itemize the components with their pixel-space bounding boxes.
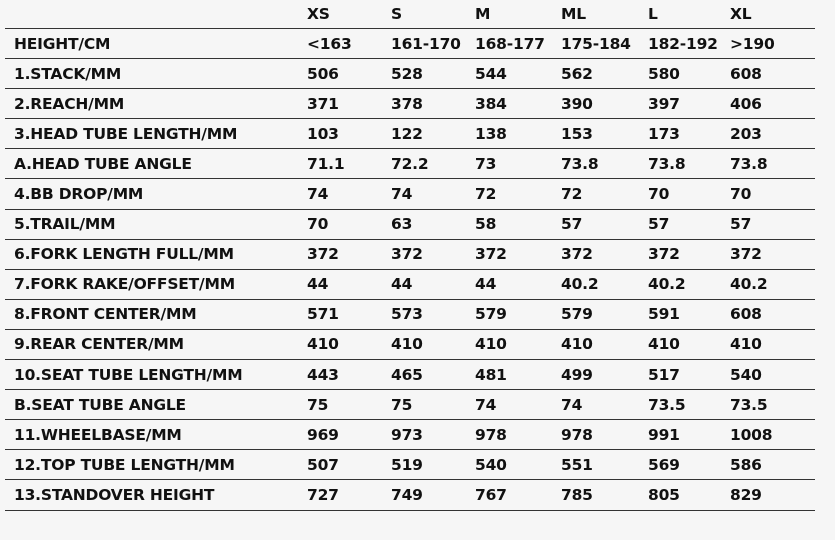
row-label: 6.FORK LENGTH FULL/MM <box>5 239 307 269</box>
table-cell: 73.8 <box>648 149 730 179</box>
table-cell: 73.5 <box>648 390 730 420</box>
table-cell: 63 <box>391 209 475 239</box>
table-cell: 573 <box>391 299 475 329</box>
table-cell: 443 <box>307 360 391 390</box>
table-cell: 72.2 <box>391 149 475 179</box>
table-cell: 203 <box>730 119 815 149</box>
table-row <box>5 239 815 269</box>
table-header <box>5 0 815 29</box>
table-cell: 57 <box>730 209 815 239</box>
table-cell: 551 <box>561 450 648 480</box>
table-cell: 608 <box>730 59 815 89</box>
table-cell: 40.2 <box>648 269 730 299</box>
table-cell: 173 <box>648 119 730 149</box>
row-label: 3.HEAD TUBE LENGTH/MM <box>5 119 307 149</box>
table-cell: 372 <box>730 239 815 269</box>
table-cell: 70 <box>648 179 730 209</box>
table-cell: 785 <box>561 480 648 510</box>
table-row <box>5 209 815 239</box>
table-cell: 372 <box>648 239 730 269</box>
row-label: 9.REAR CENTER/MM <box>5 329 307 359</box>
table-cell: 586 <box>730 450 815 480</box>
row-label: 7.FORK RAKE/OFFSET/MM <box>5 269 307 299</box>
table-row <box>5 89 815 119</box>
table-cell: 44 <box>475 269 561 299</box>
table-row <box>5 420 815 450</box>
table-cell: <163 <box>307 29 391 59</box>
row-label: A.HEAD TUBE ANGLE <box>5 149 307 179</box>
table-row <box>5 299 815 329</box>
table-cell: 991 <box>648 420 730 450</box>
table-cell: 75 <box>307 390 391 420</box>
table-row <box>5 480 815 510</box>
table-cell: 74 <box>391 179 475 209</box>
table-cell: 384 <box>475 89 561 119</box>
table-cell: 507 <box>307 450 391 480</box>
table-cell: 74 <box>561 390 648 420</box>
table-cell: 168-177 <box>475 29 561 59</box>
row-label: 11.WHEELBASE/MM <box>5 420 307 450</box>
table-cell: 465 <box>391 360 475 390</box>
geometry-table <box>5 0 815 511</box>
table-row <box>5 360 815 390</box>
table-cell: 767 <box>475 480 561 510</box>
table-cell: 410 <box>730 329 815 359</box>
header-label-cell <box>5 0 307 29</box>
table-cell: 74 <box>307 179 391 209</box>
row-label: 1.STACK/MM <box>5 59 307 89</box>
table-cell: 591 <box>648 299 730 329</box>
table-cell: 569 <box>648 450 730 480</box>
table-cell: 579 <box>561 299 648 329</box>
table-cell: 371 <box>307 89 391 119</box>
size-header-xs: XS <box>307 0 391 29</box>
table-cell: 481 <box>475 360 561 390</box>
table-cell: 540 <box>730 360 815 390</box>
row-label: 10.SEAT TUBE LENGTH/MM <box>5 360 307 390</box>
table-cell: 161-170 <box>391 29 475 59</box>
table-row <box>5 450 815 480</box>
table-cell: 390 <box>561 89 648 119</box>
table-cell: 540 <box>475 450 561 480</box>
row-label: 13.STANDOVER HEIGHT <box>5 480 307 510</box>
table-cell: 72 <box>475 179 561 209</box>
table-cell: 44 <box>307 269 391 299</box>
table-cell: 73.8 <box>561 149 648 179</box>
table-cell: 74 <box>475 390 561 420</box>
table-cell: 175-184 <box>561 29 648 59</box>
table-cell: 562 <box>561 59 648 89</box>
table-body <box>5 29 815 511</box>
table-cell: 410 <box>561 329 648 359</box>
size-header-xl: XL <box>730 0 815 29</box>
table-cell: 182-192 <box>648 29 730 59</box>
table-cell: 138 <box>475 119 561 149</box>
table-cell: 978 <box>475 420 561 450</box>
table-cell: 372 <box>307 239 391 269</box>
table-cell: 580 <box>648 59 730 89</box>
table-row <box>5 29 815 59</box>
table-cell: 517 <box>648 360 730 390</box>
table-row <box>5 149 815 179</box>
table-cell: 410 <box>475 329 561 359</box>
row-label: B.SEAT TUBE ANGLE <box>5 390 307 420</box>
table-cell: 397 <box>648 89 730 119</box>
table-cell: 70 <box>307 209 391 239</box>
table-cell: 406 <box>730 89 815 119</box>
table-cell: 44 <box>391 269 475 299</box>
row-label: HEIGHT/CM <box>5 29 307 59</box>
table-cell: 372 <box>391 239 475 269</box>
row-label: 2.REACH/MM <box>5 89 307 119</box>
table-cell: 805 <box>648 480 730 510</box>
table-cell: 73.8 <box>730 149 815 179</box>
table-cell: 571 <box>307 299 391 329</box>
table-cell: 978 <box>561 420 648 450</box>
table-row <box>5 179 815 209</box>
row-label: 5.TRAIL/MM <box>5 209 307 239</box>
table-cell: 410 <box>307 329 391 359</box>
table-cell: 73.5 <box>730 390 815 420</box>
table-cell: 410 <box>648 329 730 359</box>
table-cell: 410 <box>391 329 475 359</box>
table-cell: 519 <box>391 450 475 480</box>
table-row <box>5 119 815 149</box>
table-cell: 73 <box>475 149 561 179</box>
table-cell: 103 <box>307 119 391 149</box>
table-cell: 1008 <box>730 420 815 450</box>
table-cell: 57 <box>561 209 648 239</box>
row-label: 12.TOP TUBE LENGTH/MM <box>5 450 307 480</box>
table-cell: 579 <box>475 299 561 329</box>
size-header-ml: ML <box>561 0 648 29</box>
table-cell: 40.2 <box>730 269 815 299</box>
size-header-l: L <box>648 0 730 29</box>
table-cell: 973 <box>391 420 475 450</box>
table-cell: 57 <box>648 209 730 239</box>
size-header-s: S <box>391 0 475 29</box>
table-cell: 544 <box>475 59 561 89</box>
table-row <box>5 390 815 420</box>
table-row <box>5 329 815 359</box>
table-cell: 372 <box>561 239 648 269</box>
table-cell: 75 <box>391 390 475 420</box>
table-cell: 506 <box>307 59 391 89</box>
table-cell: 72 <box>561 179 648 209</box>
table-cell: 749 <box>391 480 475 510</box>
table-cell: 153 <box>561 119 648 149</box>
row-label: 4.BB DROP/MM <box>5 179 307 209</box>
table-cell: 71.1 <box>307 149 391 179</box>
table-cell: 969 <box>307 420 391 450</box>
table-cell: 378 <box>391 89 475 119</box>
table-cell: 499 <box>561 360 648 390</box>
header-row <box>5 0 815 29</box>
row-label: 8.FRONT CENTER/MM <box>5 299 307 329</box>
table-cell: 608 <box>730 299 815 329</box>
table-row <box>5 269 815 299</box>
table-cell: 372 <box>475 239 561 269</box>
table-cell: 40.2 <box>561 269 648 299</box>
table-cell: 58 <box>475 209 561 239</box>
table-cell: >190 <box>730 29 815 59</box>
table-cell: 727 <box>307 480 391 510</box>
table-cell: 70 <box>730 179 815 209</box>
table-cell: 122 <box>391 119 475 149</box>
table-cell: 829 <box>730 480 815 510</box>
table-cell: 528 <box>391 59 475 89</box>
table-row <box>5 59 815 89</box>
size-header-m: M <box>475 0 561 29</box>
